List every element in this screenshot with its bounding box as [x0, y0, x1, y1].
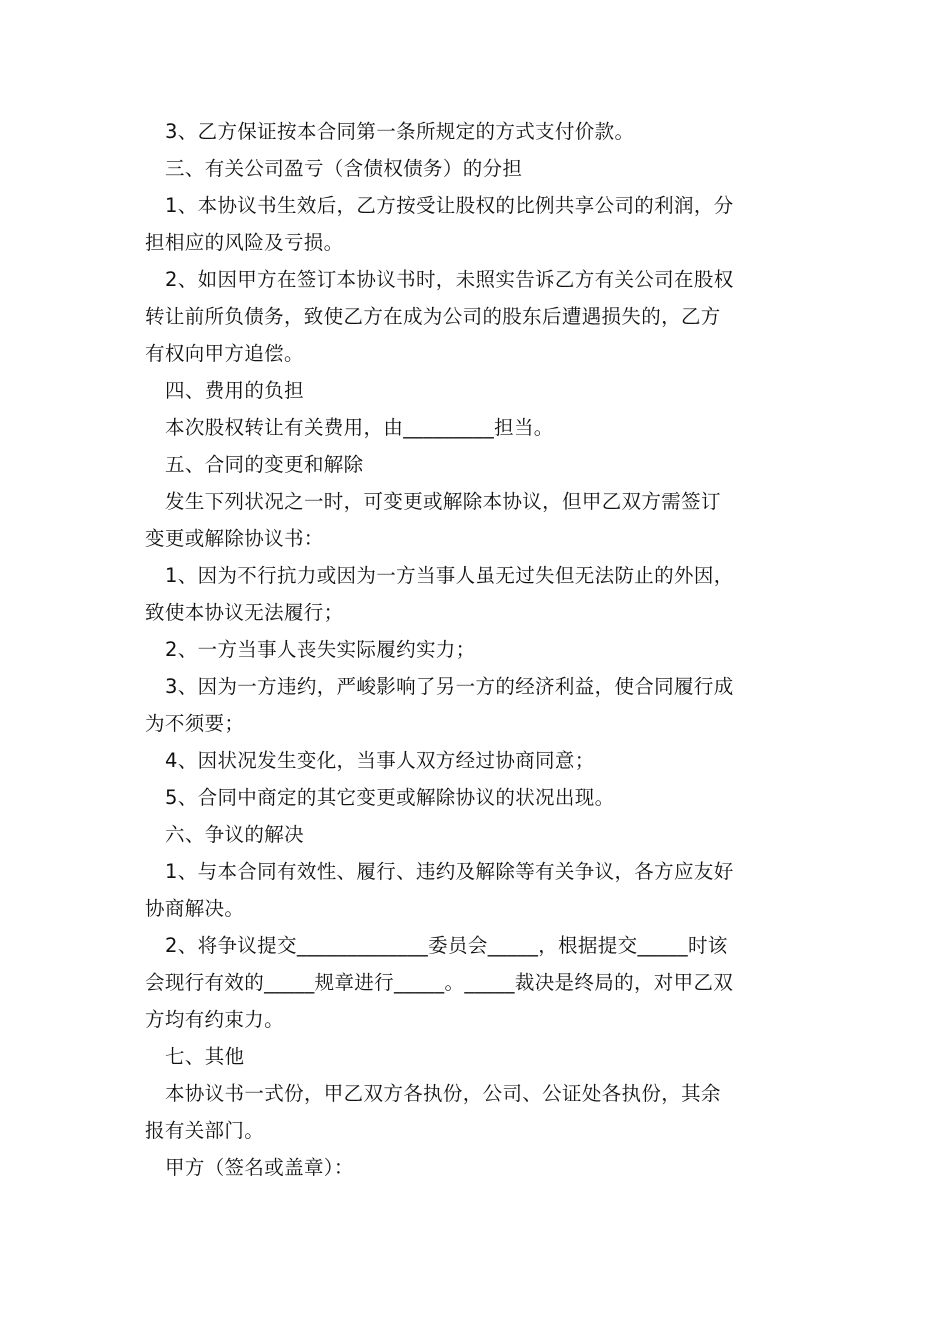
section-3-item-2-line-3: 有权向甲方追偿。 — [145, 342, 304, 365]
clause-3-payment: 3、乙方保证按本合同第一条所规定的方式支付价款。 — [165, 120, 635, 143]
section-6-item-1-line-1: 1、与本合同有效性、履行、违约及解除等有关争议，各方应友好 — [165, 860, 734, 883]
section-4-text: 本次股权转让有关费用，由_________担当。 — [165, 416, 554, 439]
section-6-item-2-line-3: 方均有约束力。 — [145, 1008, 284, 1031]
section-5-intro-line-1: 发生下列状况之一时，可变更或解除本协议，但甲乙双方需签订 — [165, 490, 721, 513]
section-5-intro-line-2: 变更或解除协议书： — [145, 527, 324, 550]
section-7-text-line-1: 本协议书一式份，甲乙双方各执份，公司、公证处各执份，其余 — [165, 1082, 721, 1105]
section-5-item-5: 5、合同中商定的其它变更或解除协议的状况出现。 — [165, 786, 615, 809]
document-body — [145, 113, 810, 1186]
section-3-item-1-line-1: 1、本协议书生效后，乙方按受让股权的比例共享公司的利润，分 — [165, 194, 734, 217]
section-3-item-2-line-2: 转让前所负债务，致使乙方在成为公司的股东后遭遇损失的，乙方 — [145, 305, 721, 328]
section-6-item-2-line-2: 会现行有效的_____规章进行_____。_____裁决是终局的，对甲乙双 — [145, 971, 734, 994]
section-5-item-3-line-1: 3、因为一方违约，严峻影响了另一方的经济利益，使合同履行成 — [165, 675, 734, 698]
section-3-item-1-line-2: 担相应的风险及亏损。 — [145, 231, 344, 254]
section-3-item-2-line-1: 2、如因甲方在签订本协议书时，未照实告诉乙方有关公司在股权 — [165, 268, 734, 291]
section-7-text-line-2: 报有关部门。 — [145, 1119, 265, 1142]
section-5-item-3-line-2: 为不须要； — [145, 712, 245, 735]
section-5-heading: 五、合同的变更和解除 — [165, 453, 364, 476]
section-5-item-1-line-2: 致使本协议无法履行； — [145, 601, 344, 624]
section-6-item-2-line-1: 2、将争议提交_____________委员会_____，根据提交_____时该 — [165, 934, 728, 957]
section-5-item-2: 2、一方当事人丧失实际履约实力； — [165, 638, 476, 661]
section-6-item-1-line-2: 协商解决。 — [145, 897, 245, 920]
section-7-heading: 七、其他 — [165, 1045, 245, 1068]
party-a-signature-line: 甲方（签名或盖章）： — [165, 1156, 354, 1179]
section-5-item-4: 4、因状况发生变化，当事人双方经过协商同意； — [165, 749, 595, 772]
section-4-heading: 四、费用的负担 — [165, 379, 304, 402]
section-3-heading: 三、有关公司盈亏（含债权债务）的分担 — [165, 157, 523, 180]
section-5-item-1-line-1: 1、因为不行抗力或因为一方当事人虽无过失但无法防止的外因， — [165, 564, 734, 587]
section-6-heading: 六、争议的解决 — [165, 823, 304, 846]
